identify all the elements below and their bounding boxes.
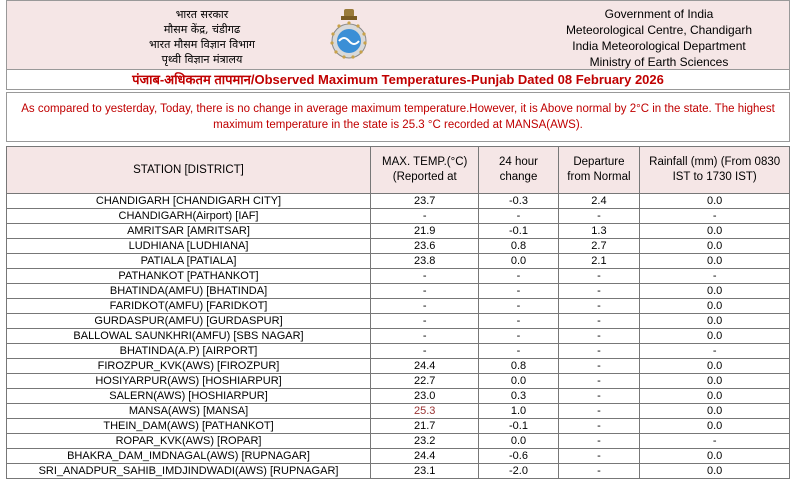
table-row xyxy=(7,374,790,389)
rainfall-cell: 0.0 xyxy=(640,374,790,389)
max-temp-cell: - xyxy=(371,344,479,359)
departure-cell: - xyxy=(558,434,640,449)
rainfall-cell: - xyxy=(640,269,790,284)
departure-cell: 2.1 xyxy=(558,254,640,269)
max-temp-cell: 23.8 xyxy=(371,254,479,269)
station-cell: GURDASPUR(AMFU) [GURDASPUR] xyxy=(7,314,371,329)
english-org-block xyxy=(527,6,791,70)
station-cell: CHANDIGARH(Airport) [IAF] xyxy=(7,209,371,224)
max-temp-cell: 21.9 xyxy=(371,224,479,239)
station-cell: SRI_ANADPUR_SAHIB_IMDJINDWADI(AWS) [RUPNAGAR] xyxy=(7,464,371,479)
rainfall-cell: 0.0 xyxy=(640,449,790,464)
rainfall-cell: 0.0 xyxy=(640,254,790,269)
rainfall-cell: 0.0 xyxy=(640,314,790,329)
table-row xyxy=(7,209,790,224)
station-cell: FARIDKOT(AMFU) [FARIDKOT] xyxy=(7,299,371,314)
change-cell: - xyxy=(479,284,558,299)
change-cell: - xyxy=(479,269,558,284)
change-cell: -0.3 xyxy=(479,194,558,209)
station-cell: BHATINDA(A.P) [AIRPORT] xyxy=(7,344,371,359)
departure-cell: - xyxy=(558,449,640,464)
observations-table xyxy=(6,146,790,479)
station-cell: THEIN_DAM(AWS) [PATHANKOT] xyxy=(7,419,371,434)
english-line: Meteorological Centre, Chandigarh xyxy=(565,23,753,37)
rainfall-cell: 0.0 xyxy=(640,224,790,239)
station-cell: ROPAR_KVK(AWS) [ROPAR] xyxy=(7,434,371,449)
header-banner xyxy=(6,0,790,70)
table-row xyxy=(7,344,790,359)
departure-cell: 2.7 xyxy=(558,239,640,254)
change-cell: 0.0 xyxy=(479,254,558,269)
table-row xyxy=(7,419,790,434)
column-header-24h-change: 24 hour change xyxy=(479,147,558,194)
max-temp-cell: 23.2 xyxy=(371,434,479,449)
departure-cell: - xyxy=(558,374,640,389)
hindi-line: भारत सरकार xyxy=(175,8,229,21)
departure-cell: - xyxy=(558,344,640,359)
station-cell: LUDHIANA [LUDHIANA] xyxy=(7,239,371,254)
column-header-rainfall: Rainfall (mm) (From 0830 IST to 1730 IST) xyxy=(640,147,790,194)
table-row xyxy=(7,254,790,269)
max-temp-cell: 22.7 xyxy=(371,374,479,389)
table-row xyxy=(7,329,790,344)
departure-cell: - xyxy=(558,464,640,479)
change-cell: 0.0 xyxy=(479,374,558,389)
station-cell: BHATINDA(AMFU) [BHATINDA] xyxy=(7,284,371,299)
change-cell: -0.6 xyxy=(479,449,558,464)
departure-cell: - xyxy=(558,404,640,419)
departure-cell: - xyxy=(558,389,640,404)
table-row xyxy=(7,464,790,479)
table-row xyxy=(7,389,790,404)
max-temp-cell: - xyxy=(371,209,479,224)
rainfall-cell: 0.0 xyxy=(640,194,790,209)
change-cell: - xyxy=(479,209,558,224)
departure-cell: 1.3 xyxy=(558,224,640,239)
rainfall-cell: 0.0 xyxy=(640,389,790,404)
departure-cell: - xyxy=(558,269,640,284)
column-header-max-temp: MAX. TEMP.(°C) (Reported at xyxy=(371,147,479,194)
table-row xyxy=(7,194,790,209)
table-row xyxy=(7,239,790,254)
max-temp-cell: - xyxy=(371,284,479,299)
station-cell: CHANDIGARH [CHANDIGARH CITY] xyxy=(7,194,371,209)
max-temp-cell: 24.4 xyxy=(371,359,479,374)
departure-cell: 2.4 xyxy=(558,194,640,209)
change-cell: -0.1 xyxy=(479,224,558,239)
rainfall-cell: - xyxy=(640,434,790,449)
rainfall-cell: - xyxy=(640,344,790,359)
max-temp-cell: 23.1 xyxy=(371,464,479,479)
station-cell: BHAKRA_DAM_IMDNAGAL(AWS) [RUPNAGAR] xyxy=(7,449,371,464)
column-header-departure: Departure from Normal xyxy=(558,147,640,194)
departure-cell: - xyxy=(558,359,640,374)
max-temp-cell: 21.7 xyxy=(371,419,479,434)
rainfall-cell: 0.0 xyxy=(640,299,790,314)
station-cell: SALERN(AWS) [HOSHIARPUR] xyxy=(7,389,371,404)
station-cell: MANSA(AWS) [MANSA] xyxy=(7,404,371,419)
max-temp-cell: - xyxy=(371,299,479,314)
change-cell: 0.8 xyxy=(479,239,558,254)
change-cell: - xyxy=(479,299,558,314)
departure-cell: - xyxy=(558,314,640,329)
table-row xyxy=(7,269,790,284)
max-temp-cell: 24.4 xyxy=(371,449,479,464)
table-body xyxy=(7,194,790,479)
max-temp-cell: 23.0 xyxy=(371,389,479,404)
departure-cell: - xyxy=(558,419,640,434)
station-cell: PATIALA [PATIALA] xyxy=(7,254,371,269)
change-cell: - xyxy=(479,344,558,359)
max-temp-cell: 23.6 xyxy=(371,239,479,254)
rainfall-cell: 0.0 xyxy=(640,404,790,419)
column-header-station: STATION [DISTRICT] xyxy=(7,147,371,194)
table-row xyxy=(7,434,790,449)
max-temp-cell: 23.7 xyxy=(371,194,479,209)
rainfall-cell: - xyxy=(640,209,790,224)
imd-emblem-icon xyxy=(327,7,371,65)
rainfall-cell: 0.0 xyxy=(640,284,790,299)
change-cell: 0.0 xyxy=(479,434,558,449)
station-cell: AMRITSAR [AMRITSAR] xyxy=(7,224,371,239)
max-temp-cell: - xyxy=(371,329,479,344)
rainfall-cell: 0.0 xyxy=(640,419,790,434)
hindi-line: भारत मौसम विज्ञान विभाग xyxy=(149,38,255,51)
table-header-row xyxy=(7,147,790,194)
rainfall-cell: 0.0 xyxy=(640,359,790,374)
departure-cell: - xyxy=(558,329,640,344)
change-cell: -0.1 xyxy=(479,419,558,434)
table-row xyxy=(7,359,790,374)
change-cell: 0.3 xyxy=(479,389,558,404)
hindi-org-block xyxy=(117,7,287,67)
table-row xyxy=(7,224,790,239)
table-row xyxy=(7,314,790,329)
change-cell: - xyxy=(479,314,558,329)
max-temp-cell: - xyxy=(371,314,479,329)
rainfall-cell: 0.0 xyxy=(640,464,790,479)
table-row xyxy=(7,299,790,314)
rainfall-cell: 0.0 xyxy=(640,329,790,344)
table-row xyxy=(7,404,790,419)
station-cell: PATHANKOT [PATHANKOT] xyxy=(7,269,371,284)
table-row xyxy=(7,284,790,299)
departure-cell: - xyxy=(558,209,640,224)
change-cell: 1.0 xyxy=(479,404,558,419)
english-line: Ministry of Earth Sciences xyxy=(589,55,729,69)
change-cell: -2.0 xyxy=(479,464,558,479)
english-line: Government of India xyxy=(604,7,714,21)
station-cell: BALLOWAL SAUNKHRI(AMFU) [SBS NAGAR] xyxy=(7,329,371,344)
departure-cell: - xyxy=(558,299,640,314)
station-cell: FIROZPUR_KVK(AWS) [FIROZPUR] xyxy=(7,359,371,374)
hindi-line: मौसम केंद्र, चंडीगढ xyxy=(163,23,241,36)
change-cell: 0.8 xyxy=(479,359,558,374)
change-cell: - xyxy=(479,329,558,344)
departure-cell: - xyxy=(558,284,640,299)
hindi-line: पृथ्वी विज्ञान मंत्रालय xyxy=(161,53,243,66)
table-row xyxy=(7,449,790,464)
english-line: India Meteorological Department xyxy=(572,39,746,53)
page-title: पंजाब-अधिकतम तापमान/Observed Maximum Temperatures-Punjab Dated 08 February 2026 xyxy=(6,70,790,90)
summary-text: As compared to yesterday, Today, there is no change in average maximum temperature.However, it is Above normal by 2°C in the state. The highest maximum temperature in the state is 25.3 °C recorded at MANSA(AWS). xyxy=(6,92,790,142)
station-cell: HOSIYARPUR(AWS) [HOSHIARPUR] xyxy=(7,374,371,389)
rainfall-cell: 0.0 xyxy=(640,239,790,254)
max-temp-cell: - xyxy=(371,269,479,284)
max-temp-cell: 25.3 xyxy=(371,404,479,419)
